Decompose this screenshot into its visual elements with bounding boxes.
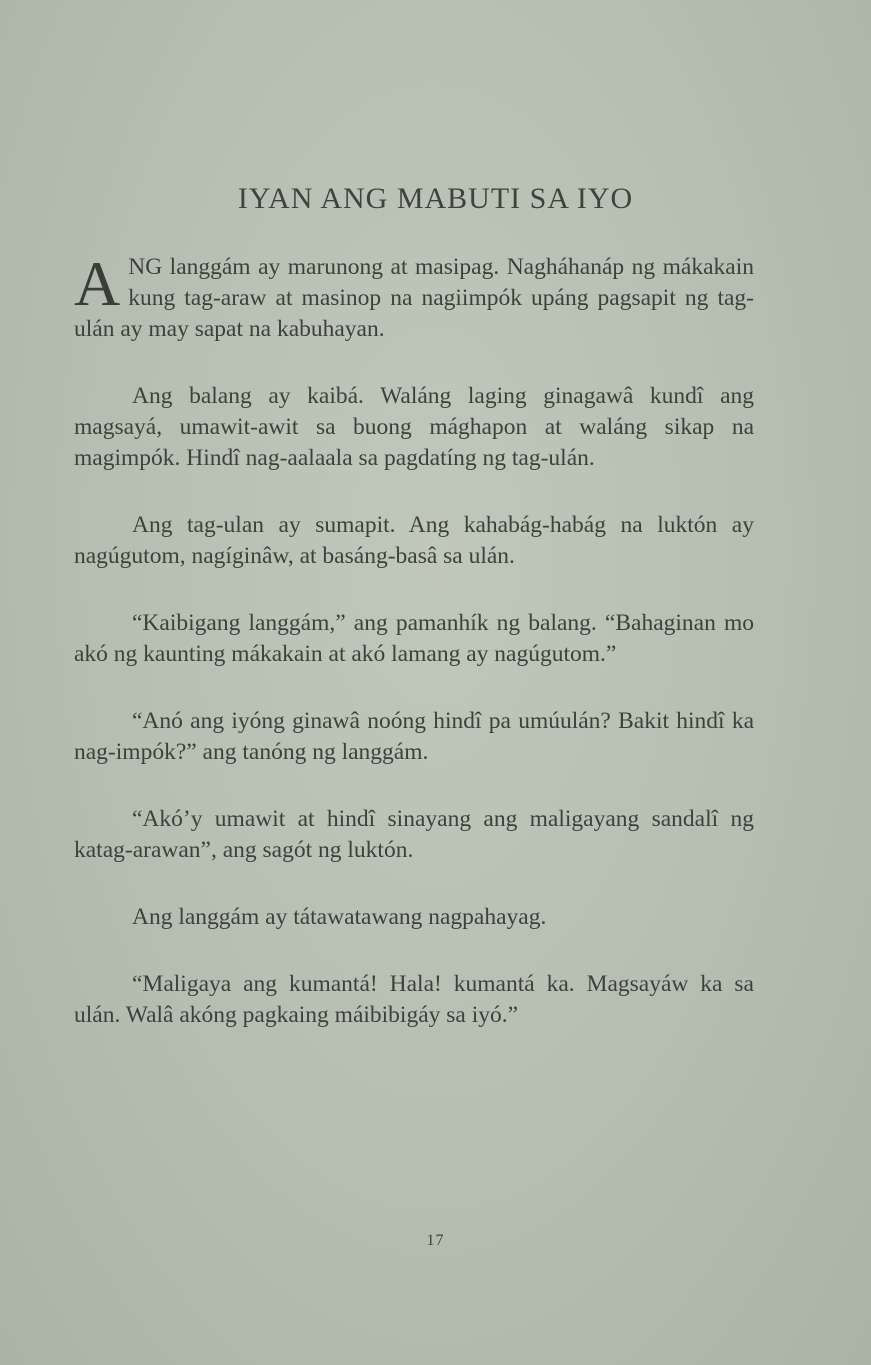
paragraph-8: “Maligaya ang kumantá! Hala! kumantá ka. Magsayáw ka sa ulán. Walâ akóng pagkaing máibibigáy sa iyó.” xyxy=(74,971,754,1028)
paragraph-1-text: NG langgám ay marunong at masipag. Nagháhanáp ng mákakain kung tag-araw at masinop na nagiimpók upáng pagsapit ng tag-ulán ay may sapat na kabuhayan. xyxy=(74,254,754,342)
paragraph-5: “Anó ang iyóng ginawâ noóng hindî pa umúulán? Bakit hindî ka nag-impók?” ang tanóng ng langgám. xyxy=(74,708,754,765)
paragraph-2: Ang balang ay kaibá. Waláng laging ginagawâ kundî ang magsayá, umawit-awit sa buong mághapon at waláng sikap na magimpók. Hindî nag-aalaala sa pagdatíng ng tag-ulán. xyxy=(74,383,754,471)
paragraph-6: “Akó’y umawit at hindî sinayang ang maligayang sandalî ng katag-arawan”, ang sagót ng luktón. xyxy=(74,806,754,863)
page-title: IYAN ANG MABUTI SA IYO xyxy=(237,182,634,215)
paragraph-3: Ang tag-ulan ay sumapit. Ang kahabág-habág na luktón ay nagúgutom, nagíginâw, at basáng-basâ sa ulán. xyxy=(74,512,754,569)
paragraph-1 xyxy=(74,248,754,345)
drop-cap-letter: A xyxy=(74,248,121,319)
story-text xyxy=(74,248,754,1067)
page-number: 17 xyxy=(426,1232,445,1249)
paragraph-4: “Kaibigang langgám,” ang pamanhík ng balang. “Bahaginan mo akó ng kaunting mákakain at akó lamang ay nagúgutom.” xyxy=(74,610,754,667)
paragraph-7: Ang langgám ay tátawatawang nagpahayag. xyxy=(132,904,547,930)
